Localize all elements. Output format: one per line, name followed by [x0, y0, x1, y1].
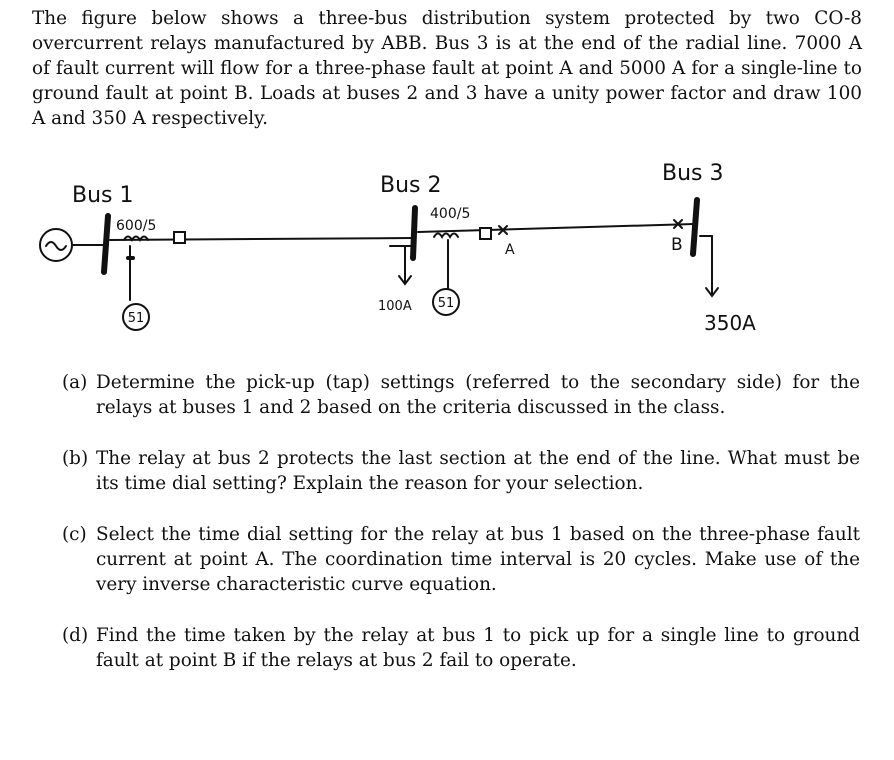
load3-label: 350A — [704, 311, 756, 335]
bus2-label: Bus 2 — [380, 173, 442, 198]
question-text: Find the time taken by the relay at bus 1 to pick up for a single line to ground fault at point B if the relays at bus 2 fail to operate. — [96, 625, 860, 671]
question-label: (a) — [62, 372, 88, 393]
breaker2-icon — [480, 228, 491, 239]
feeder-line-1-2 — [110, 238, 412, 240]
load2-label: 100A — [378, 299, 412, 314]
question-text: Select the time dial setting for the relay at bus 1 based on the three-phase fault current at point A. The coordination time interval is 20 cycles. Make use of the very inverse characteristic curve equation. — [96, 524, 860, 595]
question-label: (c) — [62, 524, 87, 545]
question-list — [62, 370, 860, 699]
source-symbol: ~ — [200, 140, 201, 141]
bus3-label: Bus 3 — [662, 161, 724, 186]
ct2-ratio-label: 400/5 — [430, 206, 471, 222]
question-text: The relay at bus 2 protects the last section at the end of the line. What must be its time dial setting? Explain the reason for your selection. — [96, 448, 860, 494]
question-label: (d) — [62, 625, 89, 646]
question-item — [62, 446, 860, 496]
bus1-bar — [104, 216, 108, 272]
generator-sine-icon — [46, 242, 66, 250]
ct2-coil-icon — [434, 234, 458, 238]
ct1-ratio-label: 600/5 — [116, 218, 157, 234]
one-line-diagram — [0, 140, 894, 350]
question-text: Determine the pick-up (tap) settings (referred to the secondary side) for the relays at buses 1 and 2 based on the criteria discussed in the class. — [96, 372, 860, 418]
question-label: (b) — [62, 448, 89, 469]
fault-b-label: B — [671, 235, 683, 255]
question-item — [62, 522, 860, 597]
feeder-line-2-3 — [418, 224, 694, 232]
bus3-bar — [693, 200, 697, 254]
fault-a-label: A — [505, 242, 515, 258]
problem-statement: The figure below shows a three-bus distribution system protected by two CO-8 overcurrent relays manufactured by ABB. Bus 3 is at the end of the radial line. 7000 A of fault current will flow for a three-phase fault at point A and 5000 A for a single-line to ground fault at point B. Loads at buses 2 and 3 have a unity power factor and draw 100 A and 350 A respectively. — [32, 8, 862, 129]
bus1-label: Bus 1 — [72, 183, 134, 208]
question-item — [62, 623, 860, 673]
relay2-label: 51 — [437, 296, 455, 311]
bus2-bar — [413, 208, 415, 258]
question-item — [62, 370, 860, 420]
breaker1-icon — [174, 232, 185, 243]
relay1-label: 51 — [127, 311, 145, 326]
